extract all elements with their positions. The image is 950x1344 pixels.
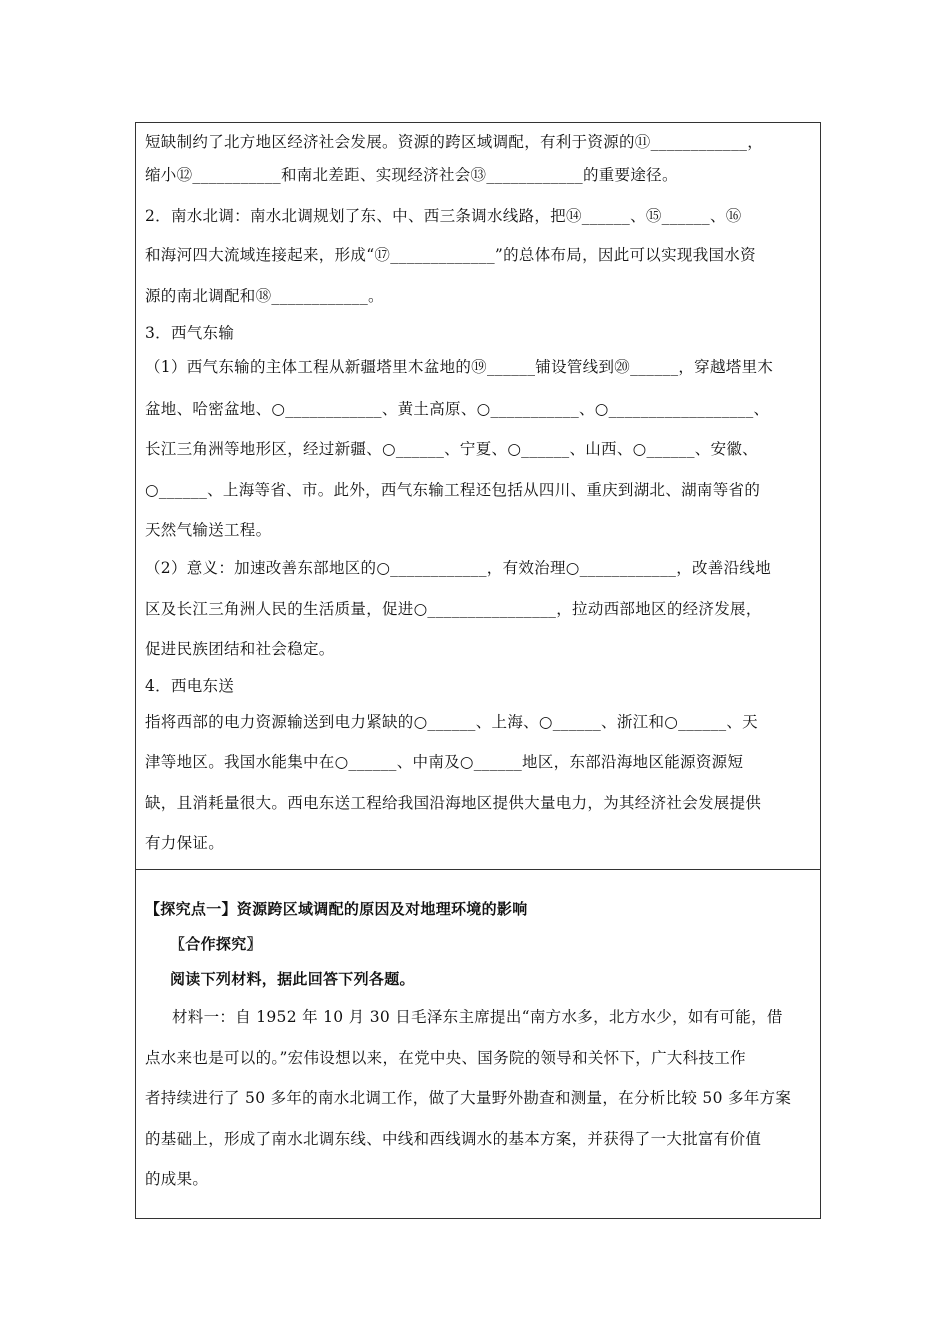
text-line: 有力保证。: [145, 834, 225, 852]
text-line: 和海河四大流域连接起来，形成“⑰_____________”的总体布局，因此可以实现我国水资: [145, 246, 756, 264]
text-line: 缺，且消耗量很大。西电东送工程给我国沿海地区提供大量电力，为其经济社会发展提供: [145, 794, 762, 812]
text-line: 促进民族团结和社会稳定。: [145, 640, 335, 658]
instruction-text: 阅读下列材料，据此回答下列各题。: [170, 970, 415, 988]
material-line: 的基础上，形成了南水北调东线、中线和西线调水的基本方案，并获得了一大批富有价值: [145, 1130, 762, 1148]
text-line: 津等地区。我国水能集中在○______、中南及○______地区，东部沿海地区能源资源短: [145, 753, 744, 771]
text-line: （2）意义：加速改善东部地区的○____________，有效治理○____________，改善沿线地: [145, 559, 772, 577]
text-line: 长江三角洲等地形区，经过新疆、○______、宁夏、○______、山西、○______、安徽、: [145, 440, 758, 458]
text-line: （1）西气东输的主体工程从新疆塔里木盆地的⑲______铺设管线到⑳______，穿越塔里木: [145, 358, 774, 376]
coop-subheading: 〖合作探究〗: [170, 935, 262, 953]
material-line: 的成果。: [145, 1170, 209, 1188]
explore-heading: 【探究点一】资源跨区域调配的原因及对地理环境的影响: [145, 900, 528, 918]
text-line: 源的南北调配和⑱____________。: [145, 287, 384, 305]
text-line: ○______、上海等省、市。此外，西气东输工程还包括从四川、重庆到湖北、湖南等省的: [145, 481, 761, 499]
material-line: 点水来也是可以的。”宏伟设想以来，在党中央、国务院的领导和关怀下，广大科技工作: [145, 1049, 746, 1067]
text-line: 2．南水北调：南水北调规划了东、中、西三条调水线路，把⑭______、⑮______、⑯: [145, 207, 742, 225]
text-line: 短缺制约了北方地区经济社会发展。资源的跨区域调配，有利于资源的⑪____________，: [145, 133, 764, 151]
material-line: 者持续进行了 50 多年的南水北调工作，做了大量野外勘查和测量，在分析比较 50 多年方案: [145, 1089, 792, 1107]
text-line: 区及长江三角洲人民的生活质量，促进○________________，拉动西部地区的经济发展，: [145, 600, 762, 618]
text-line: 缩小⑫___________和南北差距、实现经济社会⑬____________的重要途径。: [145, 166, 678, 184]
section-heading: 3．西气东输: [145, 324, 235, 342]
text-line: 指将西部的电力资源输送到电力紧缺的○______、上海、○______、浙江和○______、天: [145, 713, 758, 731]
material-line: 材料一：自 1952 年 10 月 30 日毛泽东主席提出“南方水多，北方水少，如有可能，借: [172, 1008, 783, 1026]
section-heading: 4．西电东送: [145, 677, 235, 695]
text-line: 盆地、哈密盆地、○____________、黄土高原、○___________、○__________________、: [145, 400, 770, 418]
text-line: 天然气输送工程。: [145, 521, 272, 539]
